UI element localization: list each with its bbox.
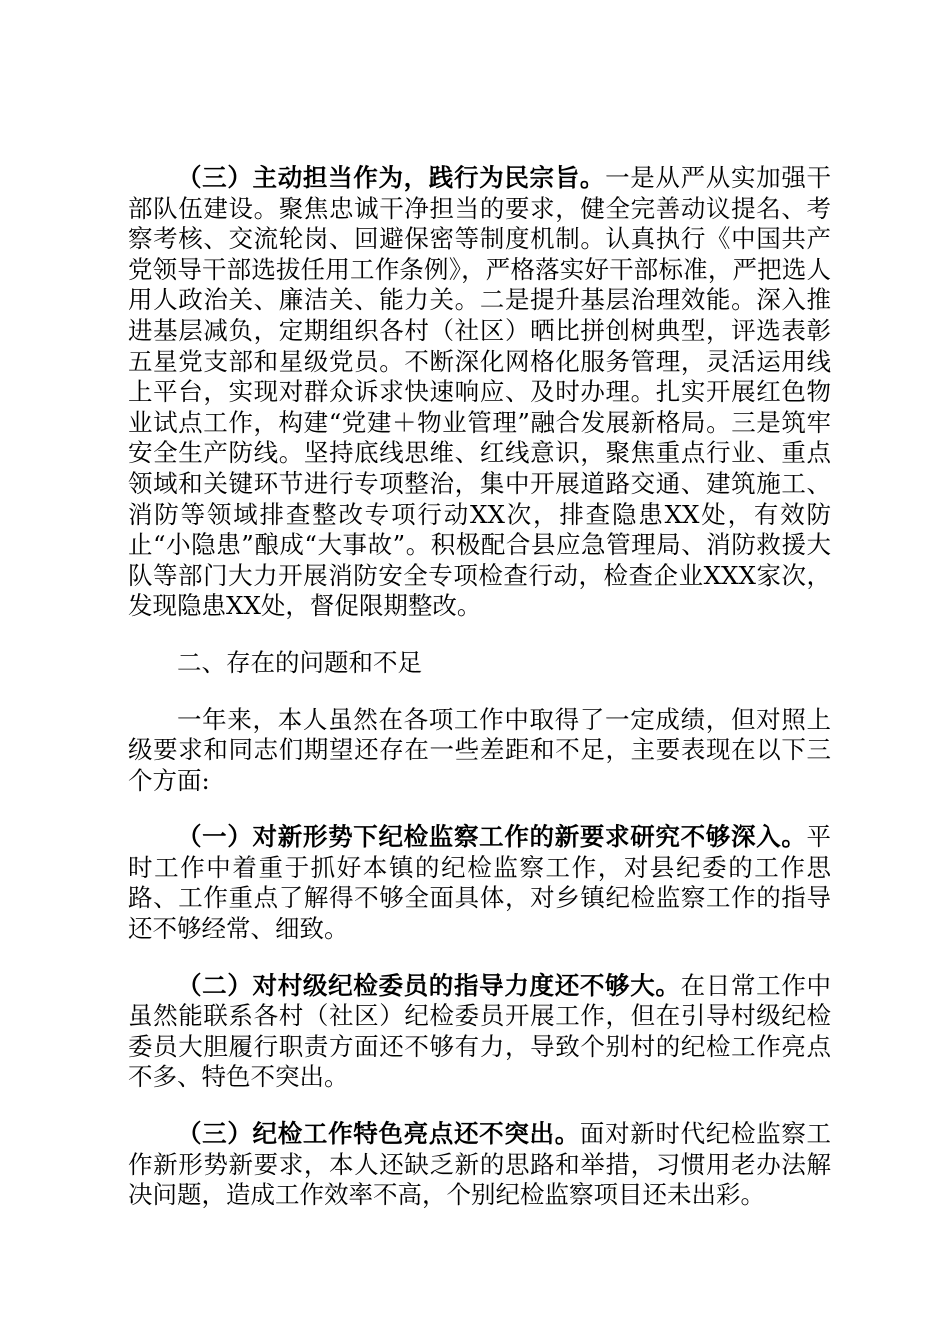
paragraph-text: 平时工作中着重于抓好本镇的纪检监察工作，对县纪委的工作思路、工作重点了解得不够全面具体，对乡镇纪检监察工作的指导还不够经常、细致。 [128, 822, 831, 944]
paragraph-problem-2 [128, 971, 831, 1093]
paragraph-lead: （二）对村级纪检委员的指导力度还不够大。 [177, 970, 681, 1000]
section-heading: 二、存在的问题和不足 [177, 647, 422, 677]
paragraph-active-responsibility [128, 163, 831, 622]
paragraph-lead: （一）对新形势下纪检监察工作的新要求研究不够深入。 [177, 822, 807, 852]
document-body [128, 163, 831, 1211]
paragraph-text: 在日常工作中虽然能联系各村（社区）纪检委员开展工作，但在引导村级纪检委员大胆履行职责方面还不够有力，导致个别村的纪检工作亮点不多、特色不突出。 [128, 970, 832, 1092]
paragraph-lead: （三）纪检工作特色亮点还不突出。 [177, 1119, 580, 1149]
paragraph-text: 一年来，本人虽然在各项工作中取得了一定成绩，但对照上级要求和同志们期望还存在一些差距和不足，主要表现在以下三个方面: [128, 704, 831, 795]
paragraph-text: 一是从严从实加强干部队伍建设。聚焦忠诚干净担当的要求，健全完善动议提名、考察考核、交流轮岗、回避保密等制度机制。认真执行《中国共产党领导干部选拔任用工作条例》，严格落实好干部标准，严把选人用人政治关、廉洁关、能力关。二是提升基层治理效能。深入推进基层减负，定期组织各村（社区）晒比拼创树典型，评选表彰五星党支部和星级党员。不断深化网格化服务管理，灵活运用线上平台，实现对群众诉求快速响应、及时办理。扎实开展红色物业试点工作，构建“党建＋物业管理”融合发展新格局。三是筑牢安全生产防线。坚持底线思维、红线意识，聚焦重点行业、重点领域和关键环节进行专项整治，集中开展道路交通、建筑施工、消防等领域排查整改专项行动XX次，排查隐患XX处，有效防止“小隐患”酿成“大事故”。积极配合县应急管理局、消防救援大队等部门大力开展消防安全专项检查行动，检查企业XXX家次，发现隐患XX处，督促限期整改。 [128, 163, 832, 621]
paragraph-lead: （三）主动担当作为，践行为民宗旨。 [177, 163, 606, 192]
paragraph-problem-3 [128, 1119, 831, 1211]
paragraph-text: 面对新时代纪检监察工作新形势新要求，本人还缺乏新的思路和举措，习惯用老办法解决问题，造成工作效率不高，个别纪检监察项目还未出彩。 [128, 1119, 832, 1210]
paragraph-problem-1 [128, 822, 831, 944]
paragraph-problems-intro [128, 705, 831, 797]
